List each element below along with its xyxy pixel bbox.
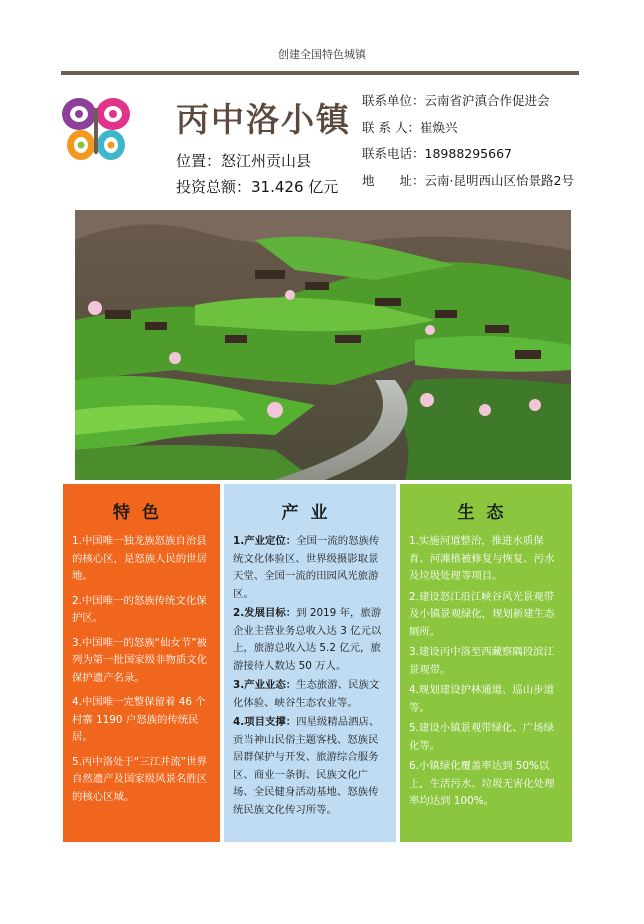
list-item: 3.中国唯一的怒族“仙女节”被列为第一批国家级非物质文化保护遗产名录。: [72, 636, 208, 684]
contact-row: [362, 141, 612, 168]
industry-column: [224, 484, 396, 842]
item-text: 生态旅游、民族文化体验、峡谷生态农业等。: [233, 679, 380, 709]
contact-row: [362, 115, 612, 142]
list-item: 2.建设怒江沿江峡谷风光景观带及小镇景观绿化，规划新建生态厕所。: [409, 590, 555, 638]
ecology-column: [400, 484, 572, 842]
item-text: 到 2019 年，旅游企业主营业务总收入达 3 亿元以上，旅游总收入达 5.2 亿元，旅游接待人数达 50 万人。: [233, 607, 382, 672]
list-item: 6.小镇绿化覆盖率达到 50%以上，生活污水、垃圾无害化处理率均达到 100%。: [409, 760, 555, 807]
item-key: 2.发展目标：: [233, 607, 297, 619]
list-item: 2.中国唯一的怒族传统文化保护区。: [72, 594, 207, 624]
contact-value: 崔焕兴: [419, 119, 458, 135]
item-text: 全国一流的怒族传统文化体验区、世界级摄影取景天堂、全国一流的田园风光旅游区。: [233, 535, 380, 600]
contact-label: 联 系 人：: [362, 119, 420, 135]
item-key: 3.产业业态：: [233, 679, 297, 691]
list-item: 4.中国唯一完整保留着 46 个村寨 1190 户怒族的传统民居。: [72, 696, 206, 743]
item-key: 1.产业定位：: [233, 535, 297, 547]
list-item: 5.丙中洛处于“三江并流”世界自然遗产及国家级风景名胜区的核心区域。: [72, 755, 208, 803]
info-columns: [63, 484, 572, 842]
butterfly-logo-icon: [60, 94, 132, 166]
features-column: [63, 484, 220, 842]
list-item: 5.建设小镇景观带绿化、广场绿化等。: [409, 722, 554, 752]
item-key: 4.项目支撑：: [233, 716, 297, 728]
contact-label: 地 址：: [362, 172, 425, 188]
list-item: [233, 677, 388, 712]
features-heading: 特色: [113, 503, 171, 523]
header-title: 创建全国特色城镇: [278, 48, 366, 61]
list-item: 1.实施河道整治，推进水质保育、河滩植被修复与恢复、污水及垃圾处理等项目。: [409, 535, 555, 582]
item-text: 四星级精品酒店、贡当神山民俗主题客栈、怒族民居群保护与开发、旅游综合服务区、商业一条街、民族文化广场、全民健身活动基地、怒族传统民族文化传习所等。: [233, 716, 380, 816]
contact-value: 18988295667: [424, 146, 512, 161]
contact-row: [362, 88, 612, 115]
list-item: 1.中国唯一独龙族怒族自治县的核心区，是怒族人民的世居地。: [72, 535, 208, 582]
contact-label: 联系单位：: [362, 93, 425, 108]
header-rule: [61, 71, 579, 75]
industry-heading: 产业: [281, 503, 340, 523]
list-item: 3.建设丙中洛至西藏察隅段滨江景观带。: [409, 646, 554, 676]
list-item: [233, 533, 388, 603]
contact-label: 联系电话：: [362, 146, 425, 161]
contact-row: [362, 168, 612, 195]
contact-block: [362, 88, 612, 194]
location-text: 位置：怒江州贡山县: [176, 152, 312, 170]
village-landscape-photo: [75, 210, 571, 480]
list-item: 4.规划建设护林通道、巡山步道等。: [409, 684, 554, 714]
town-name: 丙中洛小镇: [176, 100, 351, 139]
contact-value: 云南省沪滇合作促进会: [424, 93, 550, 108]
list-item: [233, 714, 388, 819]
investment-text: 投资总额：31.426 亿元: [176, 178, 339, 196]
list-item: [233, 605, 388, 675]
contact-value: 云南·昆明西山区怡景路2号: [424, 172, 574, 188]
ecology-heading: 生态: [457, 503, 516, 523]
